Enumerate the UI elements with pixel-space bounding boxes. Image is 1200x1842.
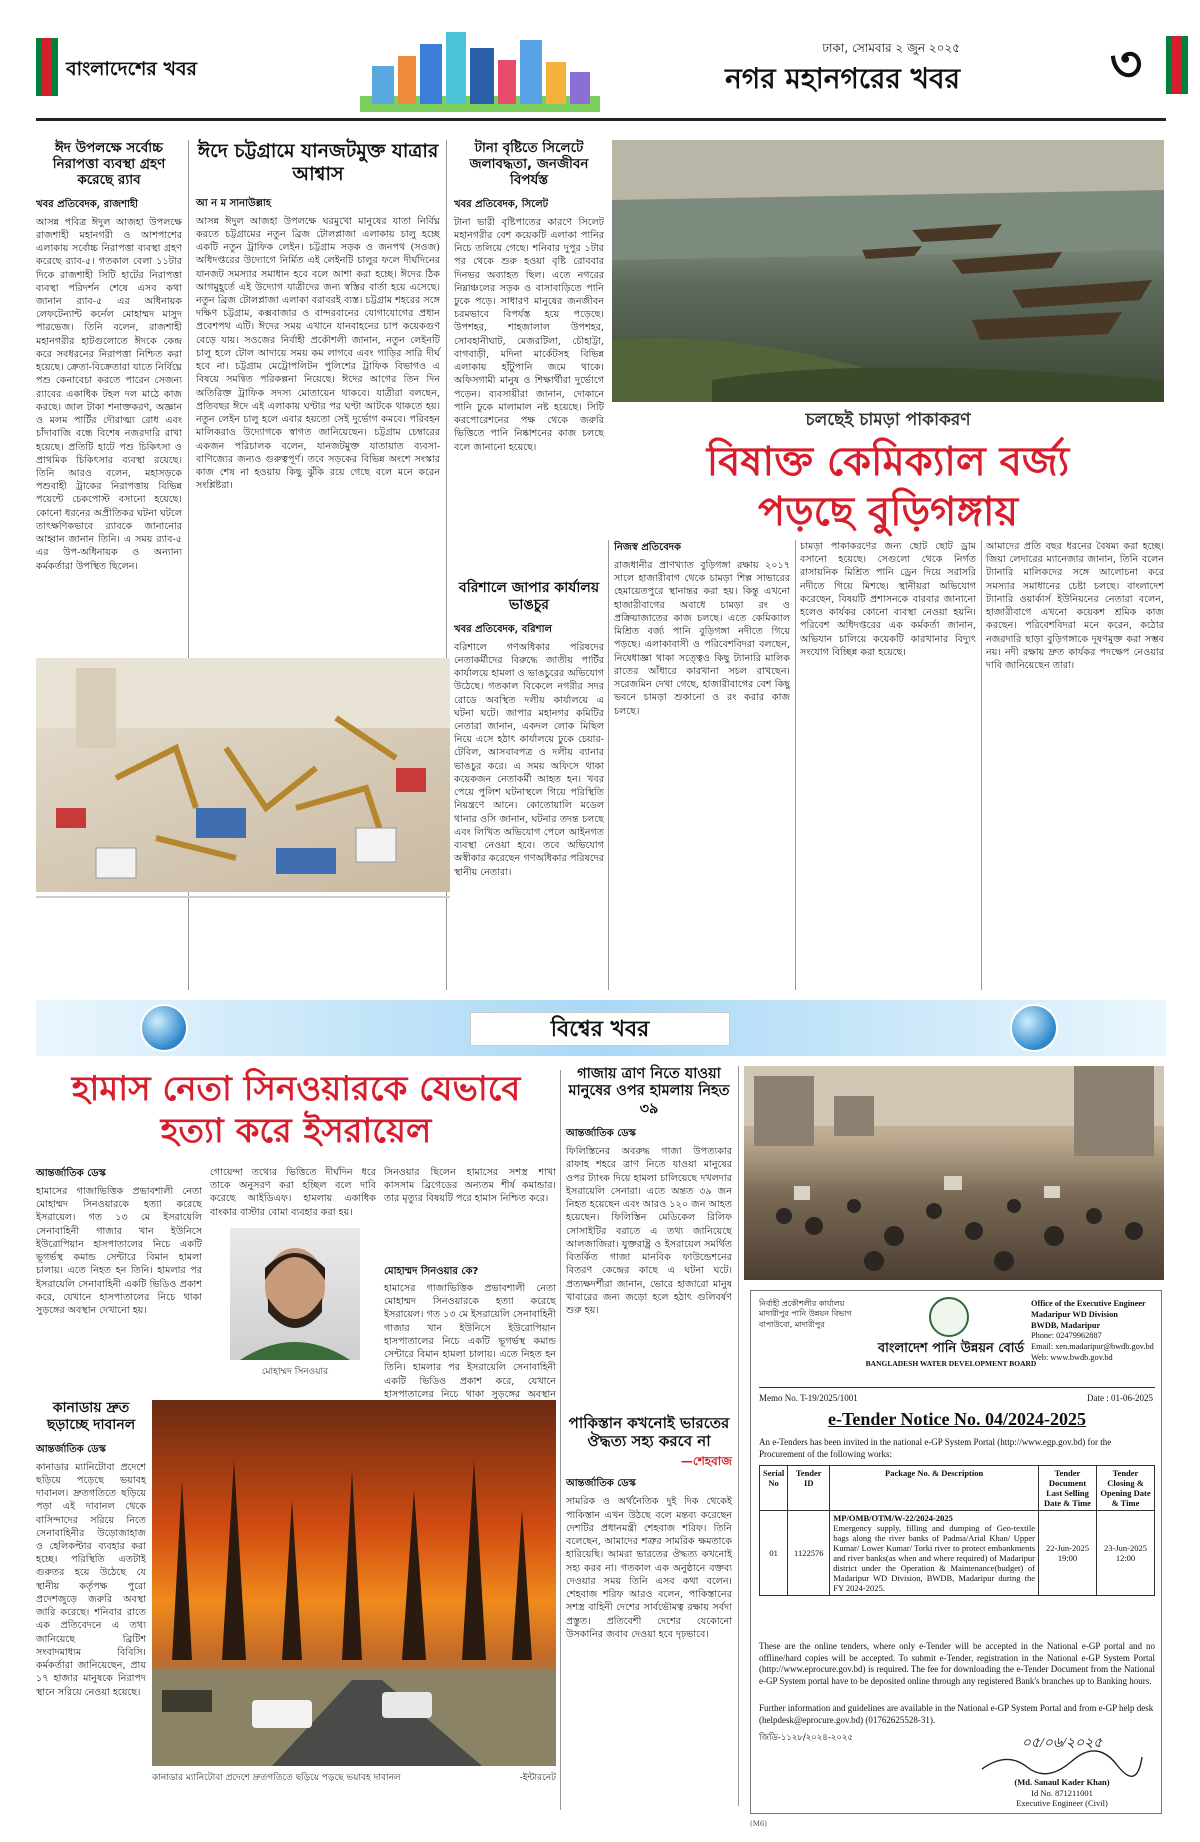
tannery-col3 (986, 540, 1164, 992)
tender-package-desc: Emergency supply, filling and dumping of Geo-textile bags along the river banks of Padma/Arial Khan/ Upper Kumar/ Lower Kumar/ Torki river to protect embankments and river banks(as when and where required) of Madaripur district under the Operation & Maintenance(budget) of Madaripur WD Division, BWDB, Madaripur during the FY 2024-2025. (833, 1523, 1035, 1593)
table-header: Tender Document Last Selling Date & Time (1039, 1466, 1097, 1511)
sinwar-subhead: মোহাম্মদ সিনওয়ার কে? (384, 1266, 479, 1277)
tender-date: Date : 01-06-2025 (1087, 1393, 1153, 1403)
photo-underline (36, 896, 450, 898)
pakistan-story (566, 1414, 732, 1765)
gaza-body: ফিলিস্তিনের অবরুদ্ধ গাজা উপত্যকার রাফাহ শহরে ত্রাণ নিতে যাওয়া মানুষের ওপর ট্যাংক দিয়ে হামলা চালিয়েছে দখলদার ইসরায়েলি সেনারা। এতে অন্তত ৩৯ জন নিহত হয়েছেন এবং আরও ১২০ জন আহত হয়েছেন। ফিলিস্তিন মেডিকেল রিলিফ সোসাইটির বরাতে এ তথ্য জানিয়েছে আলজাজিরা। যুক্তরাষ্ট্র ও ইসরায়েল সমর্থিত বিতর্কিত গাজা মানবিক ফাউন্ডেশনের বিতরণ কেন্দ্রের কাছে এ ঘটনা ঘটে। প্রত্যক্ষদর্শীরা জানান, ভোরে হাজারো মানুষ খাবারের জন্য জড়ো হলে হঠাৎ গুলিবর্ষণ শুরু হয়। (566, 1146, 732, 1316)
table-header-row (760, 1466, 1155, 1511)
chattogram-dateline: আ ন ম সানাউল্লাহ (196, 197, 272, 209)
canada-headline: কানাডায় দ্রুত ছড়াচ্ছে দাবানল (46, 1400, 136, 1433)
tender-bn-office (759, 1299, 879, 1330)
tender-org-bn: বাংলাদেশ পানি উন্নয়ন বোর্ড (877, 1341, 1025, 1356)
table-cell: 01 (760, 1511, 788, 1596)
tender-notice (750, 1290, 1162, 1814)
sylhet-headline: টানা বৃষ্টিতে সিলেটে জলাবদ্ধতা, জনজীবন বিপর্যস্ত (469, 140, 589, 189)
tender-bn-office-line: বাপাউবো, মাদারীপুর (759, 1319, 825, 1329)
tender-office-line: Office of the Executive Engineer (1031, 1299, 1146, 1308)
hamas-body-3b: হামাসের গাজাভিত্তিক প্রভাবশালী নেতা মোহাম্মদ সিনওয়ারকে হত্যা করেছে ইসরায়েল। গত ১৩ মে ইসরায়েলি সেনাবাহিনী গাজার খান ইউনিসে ইউরোপিয়ান হাসপাতালের নিচে একটি ভূগর্ভস্থ কমান্ড সেন্টারে বিমান হামলা চালায়। এতে নিহত হন তিনি। হামলার পর ইসরায়েলি সেনাবাহিনী একটি ভিডিও প্রকাশ করে, যেখানে হাসপাতালের নিচে থাকা সুড়ঙ্গের অবস্থান (384, 1283, 556, 1400)
pakistan-byline: —শেহবাজ (680, 1454, 732, 1468)
sylhet-body: টানা ভারী বৃষ্টিপাতের কারণে সিলেট মহানগরীর বেশ কয়েকটি এলাকা পানির নিচে তলিয়ে গেছে। শনিবার দুপুর ১টার পর থেকে শুরু হওয়া বৃষ্টি রোববার দিনভর অব্যাহত ছিল। এতে নগরের নিম্নাঞ্চলের সড়ক ও বাসাবাড়িতে পানি ঢুকে পড়ে। সাধারণ মানুষের জনজীবন চরমভাবে বিপর্যস্ত হয়ে পড়েছে। উপশহর, শাহজালাল উপশহর, সোবহানীঘাট, মেজরটিলা, চৌহাট্টা, বাগবাড়ী, মদিনা মার্কেটসহ বিভিন্ন এলাকায় হাঁটুপানি জমে থাকে। অফিসগামী মানুষ ও শিক্ষার্থীরা দুর্ভোগে পড়েন। ব্যবসায়ীরা জানান, দোকানে পানি ঢুকে মালামাল নষ্ট হয়েছে। সিটি করপোরেশনের পক্ষ থেকে জরুরি ভিত্তিতে পানি নিষ্কাশনের কাজ চলছে বলে জানানো হয়েছে। (454, 216, 604, 453)
sylhet-story (454, 140, 604, 636)
signature-scribble-icon (977, 1749, 1147, 1775)
tannery-body-1: রাজধানীর প্রাণখ্যাত বুড়িগঙ্গা রক্ষায় ২০১৭ সালে হাজারীবাগ থেকে চামড়া শিল্প সাভারের হেমায়েতপুরে স্থানান্তর করা হয়। কিন্তু এখনো হাজারীবাগের অবাধে চামড়া রং ও প্রক্রিয়াজাতের কাজ চলছে। এতে কেমিক্যাল মিশ্রিত বর্জ্য পানি বুড়িগঙ্গা নদীতে গিয়ে পড়ছে। এলাকাবাসী ও পরিবেশবিদরা বলছেন, নিষেধাজ্ঞা থাকা সত্ত্বেও কিছু ট্যানারি মালিক রাতের আঁধারে কারখানা সচল রাখছেন। সরেজমিন দেখা গেছে, হাজারীবাগের বেশ কিছু ভবনে চামড়া শুকানো ও রং করার কাজ চলছে। (614, 560, 790, 717)
chattogram-story (196, 140, 440, 667)
gaza-dateline: আন্তর্জাতিক ডেস্ক (566, 1128, 636, 1140)
canada-dateline: আন্তর্জাতিক ডেস্ক (36, 1443, 106, 1455)
flag-left-decoration (36, 38, 58, 96)
tender-en-office (1031, 1299, 1159, 1364)
signatory-id: Id No. 871211001 (1031, 1787, 1093, 1798)
city-skyline-illustration (360, 26, 600, 112)
hamas-body-1: হামাসের গাজাভিত্তিক প্রভাবশালী নেতা মোহাম্মদ সিনওয়ারকে হত্যা করেছে ইসরায়েল। গত ১৩ মে ইসরায়েলি সেনাবাহিনী গাজার খান ইউনিসে ইউরোপিয়ান হাসপাতালের নিচে একটি ভূগর্ভস্থ কমান্ড সেন্টারে বিমান হামলা চালায়। এতে নিহত হন তিনি। হামলার পর ইসরায়েলি সেনাবাহিনী একটি ভিডিও প্রকাশ করে, যেখানে হাসপাতালের নিচে থাকা সুড়ঙ্গের অবস্থান দেখানো হয়। (36, 1186, 202, 1317)
hamas-headline-line1: হামাস নেতা সিনওয়ারকে যেভাবে (71, 1069, 521, 1109)
canada-story (36, 1400, 146, 1811)
table-cell: 23-Jun-2025 12:00 (1097, 1511, 1155, 1596)
tender-package-no: MP/OMB/OTM/W-22/2024-2025 (833, 1513, 953, 1523)
hamas-body-3: সিনওয়ার ছিলেন হামাসের সশস্ত্র শাখা কাসসাম ব্রিগেডের অন্যতম শীর্ষ কমান্ডার। তার মৃত্যুর বিষয়টি পরে হামাস নিশ্চিত করে। (384, 1167, 556, 1205)
tender-table (759, 1465, 1155, 1596)
tender-note-2: Further information and guidelines are available in the National e-GP System Portal and from e-GP help desk (helpdesk@eprocure.gov.bd) (01762625528-31). (759, 1703, 1154, 1725)
barishal-body: বরিশালে গণঅধিকার পরিষদের নেতাকর্মীদের বিরুদ্ধে জাতীয় পার্টির কার্যালয়ে হামলা ও ভাঙচুরের অভিযোগ উঠেছে। গতকাল বিকেলে নগরীর সদর রোডে অবস্থিত দলীয় কার্যালয়ে এ ঘটনা ঘটে। জাপার মহানগর কমিটির নেতারা জানান, একদল লোক মিছিল নিয়ে এসে হঠাৎ কার্যালয়ে ঢুকে চেয়ার-টেবিল, আসবাবপত্র ও দলীয় ব্যানার ভাঙচুর করে। এ সময় অফিসে থাকা কয়েকজন নেতাকর্মী আহত হন। খবর পেয়ে পুলিশ ঘটনাস্থলে গিয়ে পরিস্থিতি নিয়ন্ত্রণে আনে। কোতোয়ালি মডেল থানার ওসি জানান, ঘটনার তদন্ত চলছে এবং লিখিত অভিযোগ পেলে আইনগত ব্যবস্থা নেওয়া হবে। তবে অভিযোগ অস্বীকার করেছেন গণঅধিকার পরিষদের স্থানীয় নেতারা। (454, 641, 605, 878)
pakistan-headline: পাকিস্তান কখনোই ভারতের ঔদ্ধত্য সহ্য করবে না (568, 1414, 730, 1450)
footer-code: (M6) (750, 1820, 768, 1828)
page-title: নগর মহানগরের খবর (725, 62, 960, 95)
barishal-dateline: খবর প্রতিবেদক, বরিশাল (454, 623, 552, 635)
hamas-headline-line2: হত্যা করে ইসরায়েল (160, 1111, 432, 1151)
tender-title: e-Tender Notice No. 04/2024-2025 (828, 1409, 1086, 1429)
tender-bn-office-line: নির্বাহী প্রকৌশলীর কার্যালয় (759, 1299, 845, 1308)
tannery-col2 (800, 540, 976, 992)
tender-bn-office-line: মাদারীপুর পানি উন্নয়ন বিভাগ (759, 1309, 852, 1319)
rab-dateline: খবর প্রতিবেদক, রাজশাহী (36, 198, 139, 210)
hamas-col3 (384, 1166, 556, 1400)
pakistan-body: সামরিক ও অর্থনৈতিক দুই দিক থেকেই পাকিস্তান এখন উঠছে বলে মন্তব্য করেছেন দেশটির প্রধানমন্ত্রী শেহবাজ শরিফ। তিনি বলেছেন, আমাদের শত্রুর সামরিক ক্ষমতাকে হারিয়েছি। আমরা ভারতের ঔদ্ধত্য কখনোই সহ্য করব না। গতকাল এক অনুষ্ঠানে বক্তব্য দেওয়ার সময় তিনি এসব কথা বলেন। শেহবাজ শরিফ আরও বলেন, পাকিস্তানের সশস্ত্র বাহিনী দেশের সার্বভৌমত্ব রক্ষায় সর্বদা প্রস্তুত। প্রতিবেশী দেশের যেকোনো উসকানির জবাব দেওয়া হবে দৃঢ়ভাবে। (566, 1496, 732, 1640)
sinwar-photo-caption: মোহাম্মদ সিনওয়ার (261, 1367, 329, 1377)
rab-headline: ঈদ উপলক্ষে সর্বোচ্চ নিরাপত্তা ব্যবস্থা গ্রহণ করেছে র‍্যাব (52, 140, 166, 189)
rab-body: আসন্ন পবিত্র ঈদুল আজহা উপলক্ষে রাজশাহী মহানগরী ও আশপাশের এলাকায় সর্বোচ্চ নিরাপত্তা ব্যবস্থা গ্রহণ করেছে র‍্যাব-৫। গতকাল বেলা ১১টার দিকে রাজশাহী সিটি হাটের নিরাপত্তা ব্যবস্থা পরিদর্শন শেষে এসব কথা জানান র‍্যাব-৫ এর অধিনায়ক লেফটেন্যান্ট কর্নেল মোহাম্মদ মাসুদ পারভেজ। তিনি বলেন, রাজশাহী মহানগরীর হাটগুলোতে ঈদকে কেন্দ্র করে সবধরনের নিরাপত্তা নিশ্চিত করা হয়েছে। ক্রেতা-বিক্রেতারা যাতে নির্বিঘ্নে পশু কেনাবেচা করতে পারেন সেজন্য র‍্যাবের একাধিক টহল দল মাঠে কাজ করছে। জাল টাকা শনাক্তকরণ, অজ্ঞান ও মলম পার্টির দৌরাত্ম্য রোধ এবং চাঁদাবাজি বন্ধে বিশেষ নজরদারি রাখা হয়েছে। প্রতিটি হাটে পশু চিকিৎসা ও প্রাথমিক চিকিৎসার ব্যবস্থা রয়েছে। তিনি আরও বলেন, মহাসড়কে পশুবাহী ট্রাকের নিরাপত্তায় বিভিন্ন পয়েন্টে চেকপোস্ট বসানো হয়েছে। কোনো ধরনের অপ্রীতিকর ঘটনা ঘটলে তাৎক্ষণিকভাবে র‍্যাবকে জানানোর আহ্বান জানান তিনি। এ সময় র‍্যাব-৫ এর উপ-অধিনায়ক ও অন্যান্য কর্মকর্তারা উপস্থিত ছিলেন। (36, 216, 182, 572)
tannery-body-2: চামড়া পাকাকরণের জন্য ছোট ছোট ড্রাম বসানো হয়েছে। সেগুলো থেকে নির্গত রাসায়নিক মিশ্রিত পানি ড্রেন দিয়ে সরাসরি নদীতে গিয়ে মিশছে। স্থানীয়রা অভিযোগ করেছেন, বিষয়টি প্রশাসনকে বারবার জানানো হলেও কার্যকর কোনো ব্যবস্থা নেওয়া হয়নি। পরিবেশ অধিদপ্তরের এক কর্মকর্তা জানান, অভিযান চালিয়ে কয়েকটি কারখানার বিদ্যুৎ সংযোগ বিচ্ছিন্ন করা হয়েছে। (800, 541, 976, 658)
river-boats-photo (612, 140, 1164, 402)
tender-signatory (977, 1777, 1147, 1809)
tender-phone: Phone: 02479962887 (1031, 1331, 1102, 1341)
pakistan-dateline: আন্তর্জাতিক ডেস্ক (566, 1478, 636, 1490)
table-cell (830, 1511, 1039, 1596)
table-header: Tender Closing & Opening Date & Time (1097, 1466, 1155, 1511)
hamas-col2 (210, 1166, 376, 1222)
hamas-body-2: গোয়েন্দা তথ্যের ভিত্তিতে দীর্ঘদিন ধরে তাকে অনুসরণ করা হচ্ছিল বলে দাবি করেছে আইডিএফ। হামলায় একাধিক বাংকার বাস্টার বোমা ব্যবহার করা হয়। (210, 1167, 376, 1218)
wildfire-photo-credit: -ইন্টারনেট (519, 1773, 556, 1783)
tannery-body-3: আমাদের প্রতি বছর ধরনের বৈষম্য করা হচ্ছে। জিয়া লেদারের ম্যানেজার জানান, তিনি বলেন ট্যানারি মালিকদের সঙ্গে আলোচনা করে সমস্যার সমাধানের চেষ্টা চলছে। বাংলাদেশ ট্যানারি ওয়ার্কার্স ইউনিয়নের নেতারা বলেন, হাজারীবাগে এখনো কয়েকশ শ্রমিক কাজ করছেন। পরিবেশবিদরা মনে করেন, কঠোর নজরদারি ছাড়া বুড়িগঙ্গাকে দূষণমুক্ত করা সম্ভব নয়। নদী রক্ষায় দ্রুত কার্যকর পদক্ষেপ নেওয়ার দাবি জানিয়েছেন তারা। (986, 541, 1164, 672)
barishal-story (454, 580, 604, 987)
column-divider (738, 1066, 739, 1806)
chattogram-body: আসন্ন ঈদুল আজহা উপলক্ষে ঘরমুখো মানুষের যাতা নির্বিঘ্ন করতে চট্টগ্রামের নতুন ব্রিজ টোলপ্লাজা এলাকায় চালু হচ্ছে একটি নতুন ট্রাফিক লেইন। চট্টগ্রাম সড়ক ও জনপথ (সওজ) অধিদপ্তরের উদ্যোগে নির্মিত এই লেইনটি চালুর ফলে দীর্ঘদিনের যানজট সমস্যার সমাধান হবে বলে আশা করা হচ্ছে। ঈদের ঠিক আগমুহূর্তে এই উদ্যোগ যাত্রীদের জন্য স্বস্তির বার্তা হয়ে এসেছে। নতুন ব্রিজ টোলপ্লাজা এলাকা বরাবরই ব্যস্ত। চট্টগ্রাম শহরের সঙ্গে দক্ষিণ চট্টগ্রাম, কক্সবাজার ও বান্দরবানের যোগাযোগের প্রধান প্রবেশপথ এটি। ঈদের সময় এখানে যানবাহনের চাপ কয়েকগুণ বেড়ে যায়। সওজের নির্বাহী প্রকৌশলী জানান, নতুন লেইনটি চালু হলে টোল আদায়ে সময় কম লাগবে এবং গাড়ির সারি দীর্ঘ হবে না। চট্টগ্রাম মেট্রোপলিটন পুলিশের ট্রাফিক বিভাগও এ বিষয়ে সমন্বিত পরিকল্পনা নিয়েছে। ঈদের আগের তিন দিন অতিরিক্ত ট্রাফিক সদস্য মোতায়েন থাকবে। যাত্রীরা বলছেন, প্রতিবছর ঈদে এই এলাকায় ঘণ্টার পর ঘণ্টা আটকে থাকতে হয়। নতুন লেইন চালু হলে এবার হয়তো সেই দুর্ভোগ কমবে। পরিবহন মালিকরাও উদ্যোগকে স্বাগত জানিয়েছেন। চট্টগ্রাম চেম্বারের একজন পরিচালক বলেন, যানজটমুক্ত যাতায়াত ব্যবসা-বাণিজ্যের জন্যও গুরুত্বপূর্ণ। তবে সড়কের বিভিন্ন অংশে সংস্কার কাজ শেষ না হওয়ায় কিছু ঝুঁকি রয়ে গেছে বলে মনে করেন সংশ্লিষ্টরা। (196, 215, 440, 492)
gaza-story (566, 1066, 732, 1401)
gaza-headline: গাজায় ত্রাণ নিতে যাওয়া মানুষের ওপর হামলায় নিহত ৩৯ (568, 1066, 730, 1117)
table-cell: 1122576 (788, 1511, 830, 1596)
signatory-title: Executive Engineer (Civil) (1016, 1798, 1108, 1809)
page-number: ৩ (1109, 35, 1143, 93)
flag-right-decoration (1166, 36, 1188, 94)
tannery-headline-line1: বিষাক্ত কেমিক্যাল বর্জ্য (706, 439, 1070, 485)
tender-org-en: BANGLADESH WATER DEVELOPMENT BOARD (865, 1359, 1037, 1368)
rab-story (36, 140, 182, 700)
wildfire-photo-caption: কানাডার ম্যানিটোবা প্রদেশে দ্রুতগতিতে ছড়িয়ে পড়ছে ভয়াবহ দাবানল (152, 1773, 401, 1783)
table-cell: 22-Jun-2025 19:00 (1039, 1511, 1097, 1596)
tender-email: Email: xen.madaripur@bwdb.gov.bd (1031, 1342, 1154, 1352)
masthead-rule (36, 118, 1166, 121)
table-row (760, 1511, 1155, 1596)
tender-gd-number: জিডি-১১২৮/২০২৪-২০২৫ (759, 1733, 853, 1743)
vandalized-office-photo (36, 658, 450, 892)
tender-office-line: BWDB, Madaripur (1031, 1320, 1101, 1330)
tender-note-1: These are the online tenders, where only e-Tender will be accepted in the National e-GP portal and no offline/hard copies will be accepted. To submit e-Tender, registration in the National e-GP System Portal (http://www.eprocure.gov.bd) is required. The fee for downloading the e-Tender Document from the National e-GP System portal have to be deposited online through any registered Bank's branches up to Banking hours. (759, 1641, 1155, 1687)
tannery-headline-line2: পড়ছে বুড়িগঙ্গায় (757, 489, 1019, 535)
tannery-col1 (614, 540, 790, 999)
tender-signature-date: ০৫/০৬/২০২৫ (1021, 1736, 1103, 1751)
section-label: বাংলাদেশের খবর (66, 58, 197, 80)
table-header: Serial No (760, 1466, 788, 1511)
tannery-kicker: চলছেই চামড়া পাকাকরণ (805, 410, 971, 430)
bwdb-logo-icon (929, 1297, 969, 1337)
barishal-headline: বরিশালে জাপার কার্যালয় ভাঙচুর (458, 580, 600, 613)
tender-intro: An e-Tenders has been invited in the national e-GP System Portal (http://www.egp.gov.bd) for the Procurement of the following works: (759, 1437, 1112, 1459)
sinwar-portrait-photo (230, 1228, 360, 1360)
chattogram-headline: ঈদে চট্টগ্রামে যানজটমুক্ত যাত্রার আশ্বাস (197, 140, 439, 185)
column-divider (981, 540, 982, 990)
column-divider (608, 540, 609, 990)
world-banner-title: বিশ্বের খবর (470, 1012, 730, 1046)
table-header: Package No. & Description (830, 1466, 1039, 1511)
tender-office-line: Madaripur WD Division (1031, 1309, 1118, 1319)
tender-memo: Memo No. T-19/2025/1001 (759, 1393, 858, 1403)
column-divider (560, 1070, 561, 1810)
globe-icon (1010, 1004, 1058, 1052)
tender-header-rule (759, 1387, 1155, 1388)
hamas-col1 (36, 1166, 202, 1405)
issue-date: ঢাকা, সোমবার ২ জুন ২০২৫ (822, 41, 960, 55)
tender-web: Web: www.bwdb.gov.bd (1031, 1352, 1113, 1362)
hamas-dateline: আন্তর্জাতিক ডেস্ক (36, 1168, 106, 1179)
tannery-dateline: নিজস্ব প্রতিবেদক (614, 542, 682, 553)
column-divider (795, 540, 796, 990)
globe-icon (140, 1004, 188, 1052)
canada-body: কানাডার ম্যানিটোবা প্রদেশে ছড়িয়ে পড়েছে ভয়াবহ দাবানল। দ্রুতগতিতে ছড়িয়ে পড়া এই দাবানল থেকে বাসিন্দাদের সরিয়ে নিতে সেনাবাহিনীর উড়োজাহাজ ও হেলিকপ্টার ব্যবহার করা হচ্ছে। পরিস্থিতি এতটাই গুরুতর হয়ে উঠেছে যে স্থানীয় কর্তৃপক্ষ পুরো প্রদেশজুড়ে জরুরি অবস্থা জারি করেছে। শনিবার রাতে এক প্রতিবেদনে এ তথ্য জানিয়েছে ব্রিটিশ সংবাদমাধ্যম বিবিসি। কর্মকর্তারা জানিয়েছেন, প্রায় ১৭ হাজার মানুষকে নিরাপদ স্থানে সরিয়ে নেওয়া হয়েছে। (36, 1461, 146, 1698)
wildfire-photo (152, 1400, 556, 1766)
table-header: Tender ID (788, 1466, 830, 1511)
signatory-name: (Md. Sanaul Kader Khan) (1014, 1777, 1110, 1787)
gaza-crowd-photo (744, 1066, 1164, 1280)
sylhet-dateline: খবর প্রতিবেদক, সিলেট (454, 198, 549, 210)
